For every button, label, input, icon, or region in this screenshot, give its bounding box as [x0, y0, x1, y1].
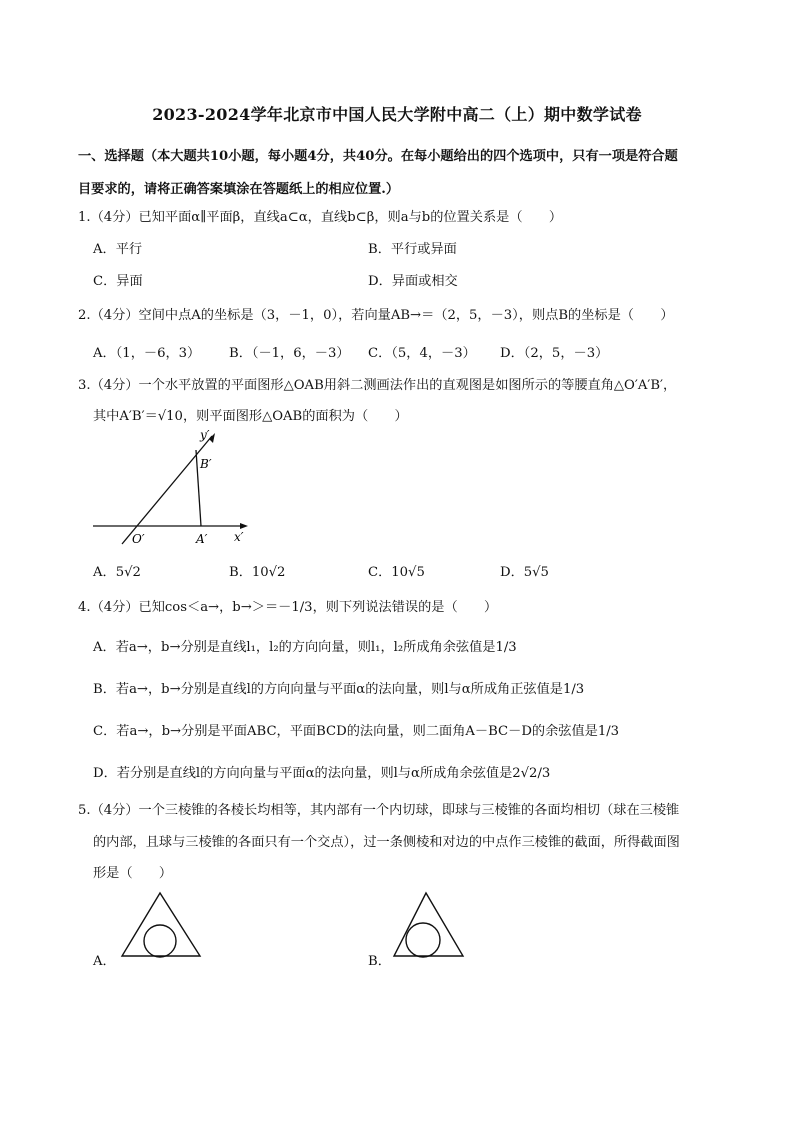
q4-option-d: D．若分别是直线l的方向向量与平面α的法向量，则l与α所成角余弦值是2√2/3 — [93, 766, 551, 781]
q5-stem-line3: 形是（ ） — [93, 866, 173, 881]
page-title: 2023-2024学年北京市中国人民大学附中高二（上）期中数学试卷 — [152, 105, 642, 124]
q5-figure-b — [390, 890, 470, 960]
q1-option-a: A．平行 — [93, 242, 143, 257]
q3-option-b: B．10√2 — [229, 565, 286, 580]
section-heading-line2: 目要求的，请将正确答案填涂在答题纸上的相应位置.） — [78, 182, 400, 197]
q3-stem-line2: 其中A′B′＝√10，则平面图形△OAB的面积为（ ） — [93, 409, 408, 424]
label-y: y′ — [200, 428, 210, 442]
q5-stem-line1: 5.（4分）一个三棱锥的各棱长均相等，其内部有一个内切球，即球与三棱锥的各面均相切（球在三棱锥 — [78, 803, 680, 818]
circle-b — [406, 923, 440, 957]
q2-option-d: D．（2，5，－3） — [500, 346, 609, 361]
q2-option-b: B．（－1，6，－3） — [229, 346, 350, 361]
q3-option-a: A．5√2 — [93, 565, 141, 580]
q3-option-d: D．5√5 — [500, 565, 549, 580]
q2-stem: 2.（4分）空间中点A的坐标是（3，－1，0），若向量AB→＝（2，5，－3），则点B的坐标是（ ） — [78, 308, 674, 323]
q5-figure-a — [118, 890, 208, 960]
q1-option-c: C．异面 — [93, 274, 143, 289]
circle-a — [144, 925, 176, 957]
q2-option-a: A．（1，－6，3） — [93, 346, 201, 361]
q5-option-a: A． — [93, 954, 116, 969]
q3-option-c: C．10√5 — [368, 565, 425, 580]
label-x: x′ — [234, 530, 244, 544]
q4-option-c: C．若a→，b→分别是平面ABC，平面BCD的法向量，则二面角A－BC－D的余弦值是1/3 — [93, 724, 620, 739]
section-heading-line1: 一、选择题（本大题共10小题，每小题4分，共40分。在每小题给出的四个选项中，只有一项是符合题 — [78, 149, 678, 164]
q1-stem: 1.（4分）已知平面α∥平面β，直线a⊂α，直线b⊂β，则a与b的位置关系是（ ） — [78, 210, 563, 225]
q4-stem: 4.（4分）已知cos＜a→，b→＞＝－1/3，则下列说法错误的是（ ） — [78, 600, 498, 615]
q1-option-b: B．平行或异面 — [368, 242, 457, 257]
q3-stem-line1: 3.（4分）一个水平放置的平面图形△OAB用斜二测画法作出的直观图是如图所示的等腰直角△O′A′B′， — [78, 378, 677, 393]
q5-stem-line2: 的内部，且球与三棱锥的各面只有一个交点），过一条侧棱和对边的中点作三棱锥的截面，所得截面图 — [93, 835, 680, 850]
label-a: A′ — [196, 532, 208, 546]
label-b: B′ — [200, 457, 212, 471]
q3-figure — [88, 422, 268, 552]
q4-option-b: B．若a→，b→分别是直线l的方向向量与平面α的法向量，则l与α所成角正弦值是1/3 — [93, 682, 585, 697]
q5-option-b: B． — [368, 954, 391, 969]
q4-option-a: A．若a→，b→分别是直线l₁，l₂的方向向量，则l₁，l₂所成角余弦值是1/3 — [93, 640, 517, 655]
x-axis-arrow — [240, 523, 248, 529]
q1-option-d: D．异面或相交 — [368, 274, 458, 289]
label-o: O′ — [132, 532, 145, 546]
q2-option-c: C．（5，4，－3） — [368, 346, 476, 361]
